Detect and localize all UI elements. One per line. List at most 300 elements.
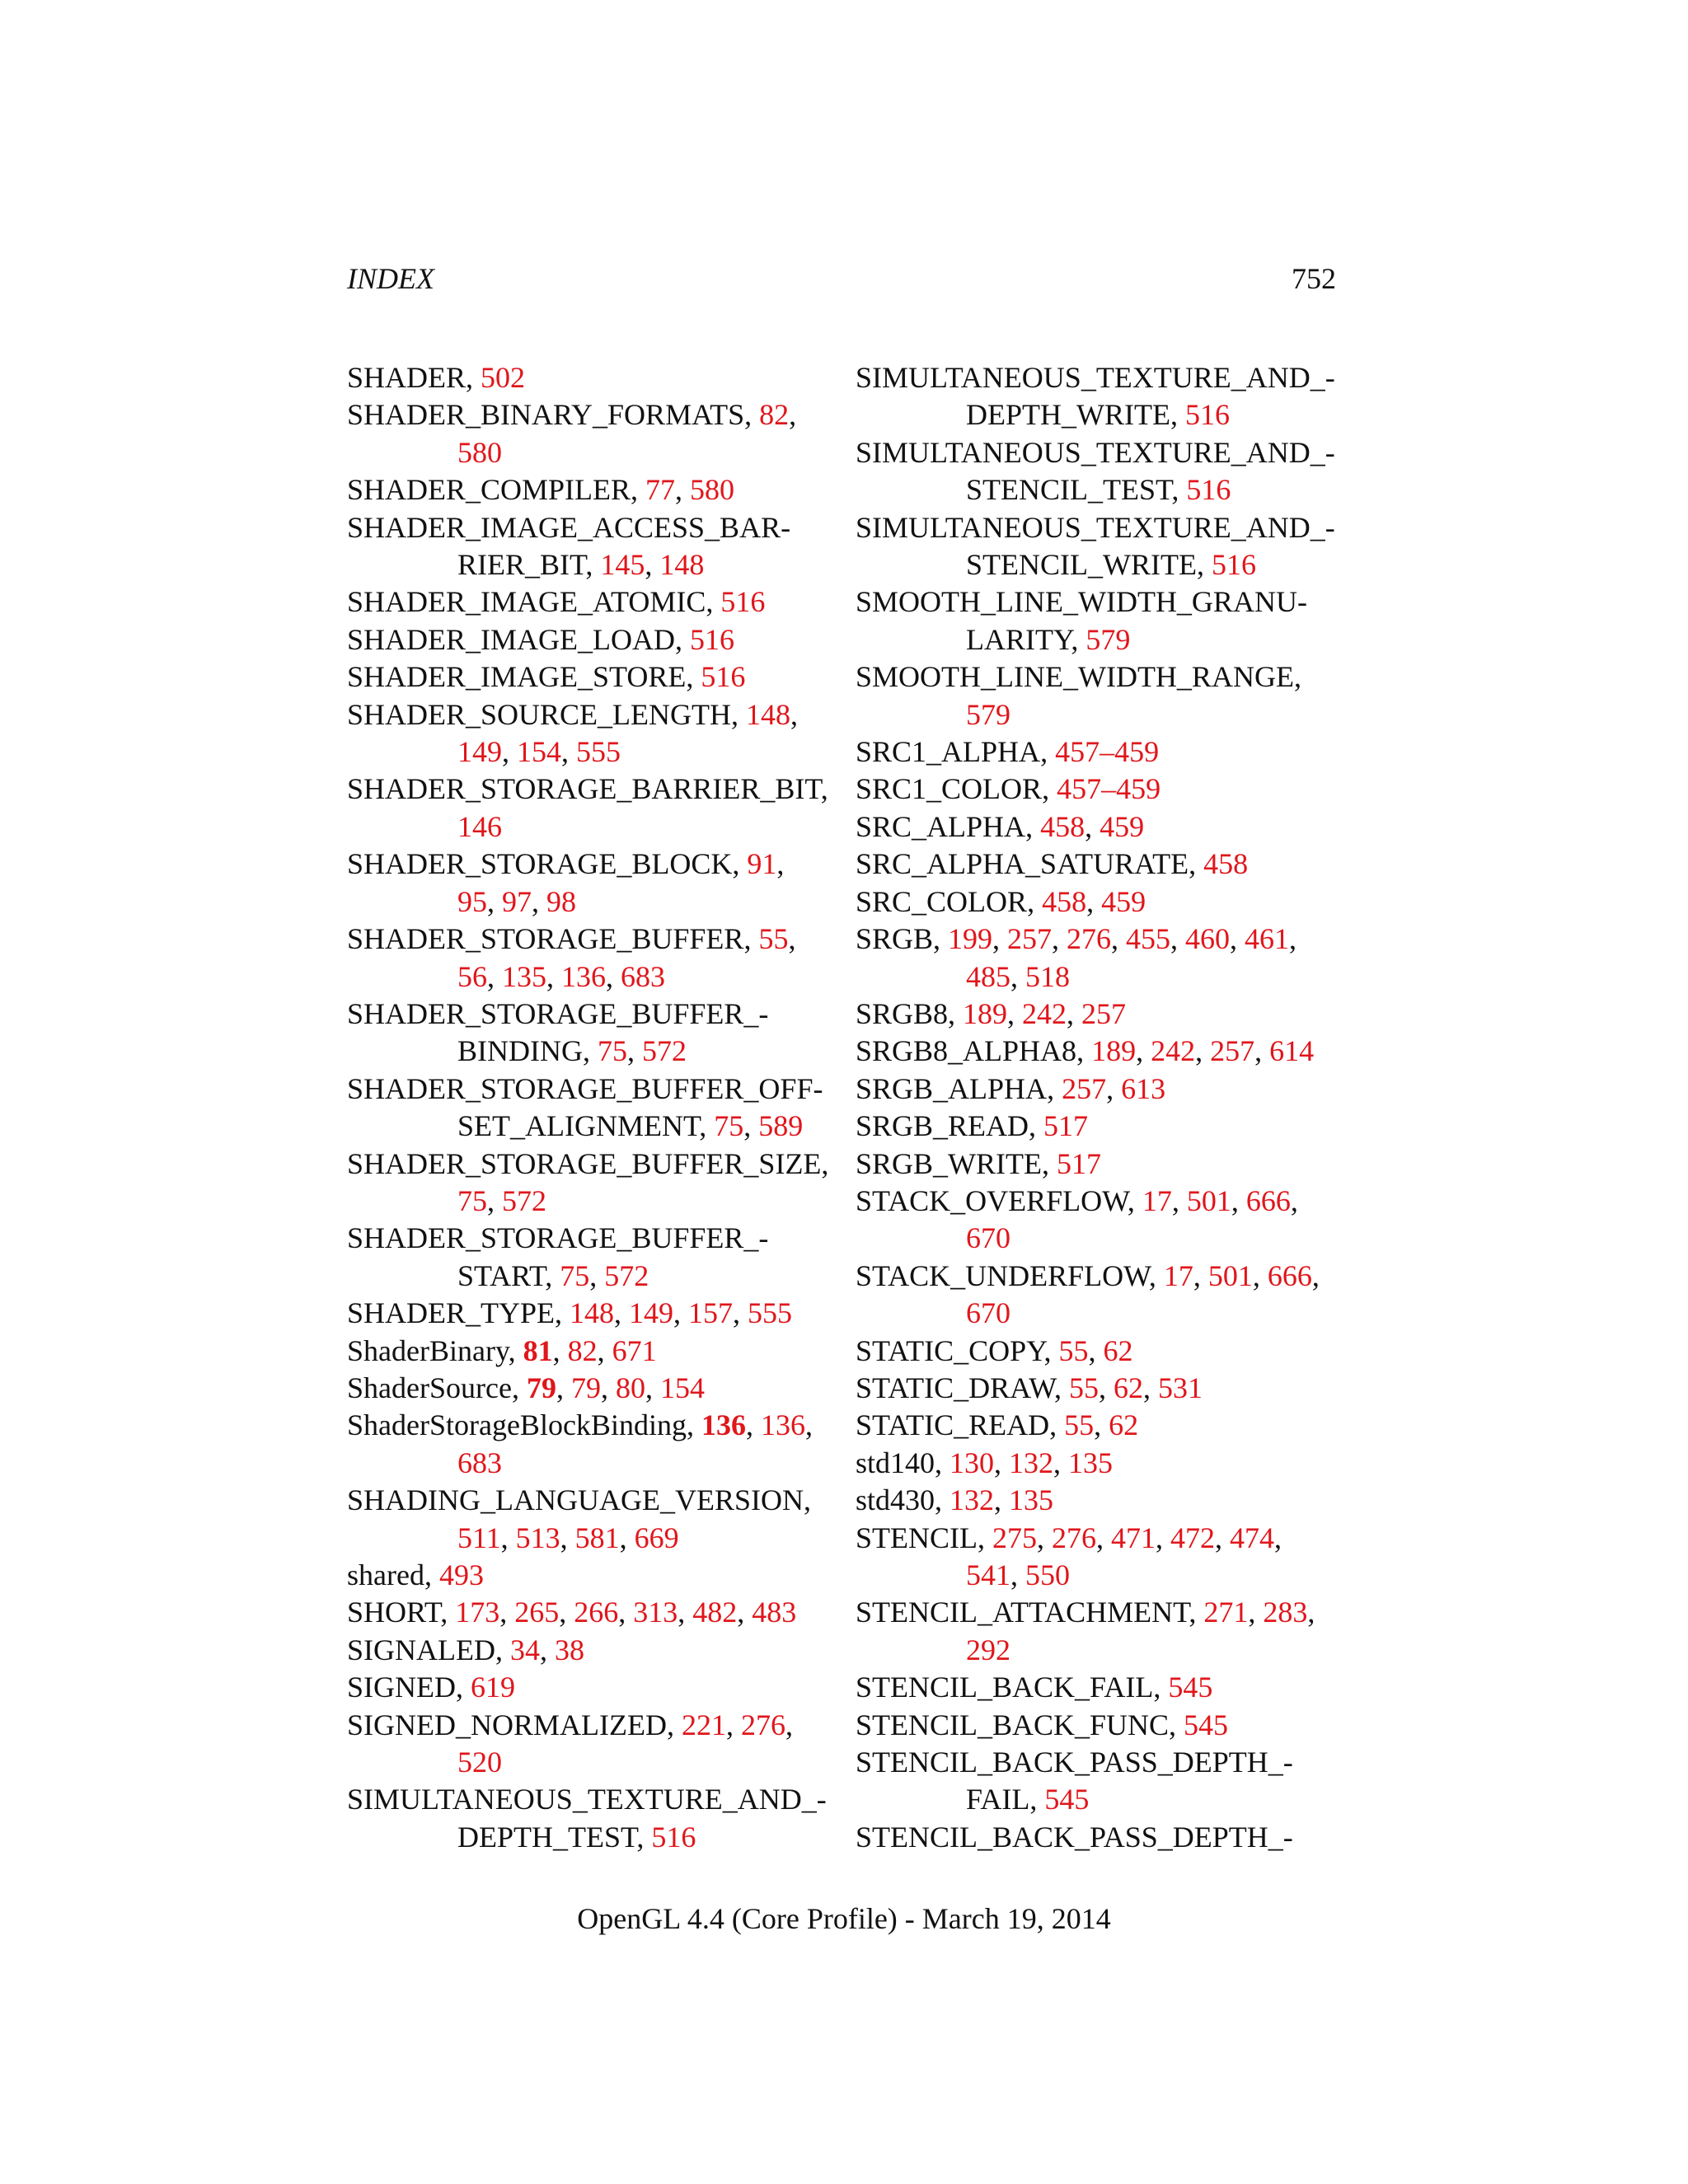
page-link[interactable]: 516 xyxy=(1211,548,1256,582)
page-link[interactable]: 17 xyxy=(1142,1183,1172,1217)
separator: , xyxy=(1098,1371,1114,1404)
index-entry xyxy=(347,1407,827,1482)
separator: , xyxy=(1053,1371,1069,1404)
separator: , xyxy=(731,697,747,731)
page-link[interactable]: 516 xyxy=(701,660,746,694)
separator: , xyxy=(546,959,561,993)
page-link[interactable]: 75 xyxy=(560,1258,590,1292)
separator: , xyxy=(645,1371,660,1404)
page-link[interactable]: 292 xyxy=(966,1633,1010,1666)
index-entry xyxy=(347,696,827,771)
index-term: ShaderStorageBlockBinding xyxy=(347,1408,687,1442)
separator: , xyxy=(424,1558,439,1591)
page-link[interactable]: 75 xyxy=(457,1183,487,1217)
page-link[interactable]: 135 xyxy=(1068,1446,1114,1479)
index-entry xyxy=(347,1707,827,1782)
separator: , xyxy=(1086,884,1102,918)
separator: , xyxy=(1307,1596,1315,1629)
separator: , xyxy=(1029,1109,1044,1143)
index-term: SRC1_COLOR xyxy=(856,772,1043,806)
page-link[interactable]: 474 xyxy=(1230,1521,1274,1554)
page-link[interactable]: 257 xyxy=(1081,996,1127,1030)
page-number: 752 xyxy=(1292,262,1336,295)
page-link[interactable]: 555 xyxy=(748,1296,793,1330)
separator: , xyxy=(600,1371,616,1404)
index-entry xyxy=(347,1370,827,1407)
separator: , xyxy=(1106,1071,1122,1105)
index-entry xyxy=(347,1632,827,1669)
index-entry xyxy=(856,921,1339,996)
page-link[interactable]: 276 xyxy=(740,1708,785,1741)
index-entry xyxy=(347,1333,827,1370)
separator: , xyxy=(1171,1183,1187,1217)
separator: , xyxy=(1049,1408,1065,1442)
page-link[interactable]: 62 xyxy=(1113,1371,1143,1404)
page-link[interactable]: 91 xyxy=(747,847,777,881)
index-entry xyxy=(856,434,1339,509)
index-entry xyxy=(347,1071,827,1146)
index-entry xyxy=(347,621,827,658)
page-link[interactable]: 257 xyxy=(1210,1034,1255,1068)
separator: , xyxy=(785,1708,793,1741)
separator: , xyxy=(1029,1783,1045,1816)
page-link[interactable]: 517 xyxy=(1057,1146,1102,1180)
index-term: SHORT xyxy=(347,1596,441,1629)
page-link[interactable]: 531 xyxy=(1157,1371,1203,1404)
index-term: SRC_ALPHA xyxy=(856,809,1026,843)
page-link[interactable]: 221 xyxy=(681,1708,726,1741)
index-entry xyxy=(347,471,827,509)
page-link[interactable]: 483 xyxy=(752,1596,797,1629)
page-link[interactable]: 670 xyxy=(966,1296,1010,1330)
separator: , xyxy=(487,1183,502,1217)
separator: , xyxy=(1289,922,1297,956)
page-link[interactable]: 136 xyxy=(561,959,606,993)
index-entry xyxy=(347,359,827,396)
page-link[interactable]: 455 xyxy=(1126,922,1171,956)
index-entry xyxy=(347,396,827,471)
separator: , xyxy=(675,622,690,656)
index-term: SIMULTANEOUS_TEXTURE_AND_-STENCIL_TEST xyxy=(856,435,1335,507)
page-link[interactable]: 545 xyxy=(1184,1708,1229,1741)
index-term: SHADER_STORAGE_BUFFER_OFF-SET_ALIGNMENT xyxy=(347,1071,823,1143)
separator: , xyxy=(561,735,576,769)
separator: , xyxy=(645,548,660,582)
page-link[interactable]: 79 xyxy=(526,1371,556,1404)
separator: , xyxy=(511,1371,527,1404)
page-link[interactable]: 502 xyxy=(481,361,526,394)
page-link[interactable]: 149 xyxy=(629,1296,674,1330)
page-link[interactable]: 75 xyxy=(597,1034,627,1068)
separator: , xyxy=(487,959,502,993)
page-link[interactable]: 257 xyxy=(1007,922,1053,956)
page-link[interactable]: 545 xyxy=(1044,1783,1090,1816)
index-term: shared xyxy=(347,1558,424,1591)
index-term: SRGB xyxy=(856,922,934,956)
page-link[interactable]: 82 xyxy=(567,1333,598,1367)
page-link[interactable]: 572 xyxy=(502,1183,546,1217)
page-link[interactable]: 459 xyxy=(1101,884,1146,918)
separator: , xyxy=(1042,1146,1057,1180)
page-link[interactable]: 520 xyxy=(457,1746,502,1779)
separator: , xyxy=(456,1671,471,1704)
page-link[interactable]: 95 xyxy=(457,884,487,918)
index-entry xyxy=(347,771,827,846)
page-link[interactable]: 82 xyxy=(759,398,790,432)
index-entry xyxy=(347,921,827,996)
page-link[interactable]: 614 xyxy=(1269,1034,1315,1068)
page-link[interactable]: 458 xyxy=(1040,809,1085,843)
index-term: SRGB_READ xyxy=(856,1109,1029,1143)
page-link[interactable]: 34 xyxy=(509,1633,540,1666)
index-term: SRGB_ALPHA xyxy=(856,1071,1048,1105)
index-entry xyxy=(856,808,1339,846)
separator: , xyxy=(1215,1521,1230,1554)
separator: , xyxy=(495,1633,510,1666)
index-entry xyxy=(347,996,827,1071)
index-entry xyxy=(347,658,827,696)
separator: , xyxy=(789,398,797,432)
page-link[interactable]: 55 xyxy=(1058,1333,1089,1367)
page-link[interactable]: 550 xyxy=(1025,1558,1070,1591)
page-link[interactable]: 683 xyxy=(621,959,665,993)
index-term: STACK_OVERFLOW xyxy=(856,1183,1128,1217)
page-link[interactable]: 148 xyxy=(570,1296,615,1330)
separator: , xyxy=(994,1446,1010,1479)
page-link[interactable]: 513 xyxy=(515,1521,560,1554)
index-term: STATIC_READ xyxy=(856,1408,1050,1442)
separator: , xyxy=(994,1483,1010,1517)
page-link[interactable]: 461 xyxy=(1245,922,1290,956)
page-link[interactable]: 97 xyxy=(502,884,532,918)
page-link[interactable]: 580 xyxy=(457,435,502,469)
page-link[interactable]: 579 xyxy=(966,697,1010,731)
index-entry xyxy=(856,1183,1339,1258)
separator: , xyxy=(508,1333,523,1367)
page-link[interactable]: 62 xyxy=(1103,1333,1133,1367)
separator: , xyxy=(1136,1034,1151,1068)
index-entry xyxy=(856,1108,1339,1145)
separator: , xyxy=(1040,735,1056,769)
separator: , xyxy=(1195,1034,1211,1068)
page-link[interactable]: 516 xyxy=(651,1820,696,1854)
index-entry xyxy=(347,1146,827,1221)
index-entry xyxy=(856,1594,1339,1669)
index-entry xyxy=(856,1445,1339,1482)
page-link[interactable]: 199 xyxy=(948,922,993,956)
separator: , xyxy=(1252,1258,1268,1292)
index-column-left xyxy=(347,359,827,1856)
page-link[interactable]: 38 xyxy=(554,1633,584,1666)
running-header-section: INDEX xyxy=(347,262,434,295)
page-link[interactable]: 670 xyxy=(966,1221,1010,1255)
page-link[interactable]: 485 xyxy=(966,959,1010,993)
separator: , xyxy=(1025,809,1041,843)
separator: , xyxy=(1088,1333,1104,1367)
index-entry xyxy=(856,1520,1339,1595)
page-link[interactable]: 148 xyxy=(659,548,705,582)
index-term: STATIC_DRAW xyxy=(856,1371,1054,1404)
separator: , xyxy=(673,1296,689,1330)
index-term: SHADER_STORAGE_BUFFER_SIZE xyxy=(347,1146,822,1180)
page-link[interactable]: 518 xyxy=(1025,959,1070,993)
separator: , xyxy=(559,1596,574,1629)
index-term: SRGB_WRITE xyxy=(856,1146,1043,1180)
index-term: SHADER_IMAGE_ACCESS_BAR-RIER_BIT xyxy=(347,510,791,582)
page-link[interactable]: 135 xyxy=(1009,1483,1054,1517)
separator: , xyxy=(1111,922,1127,956)
page-link[interactable]: 80 xyxy=(615,1371,645,1404)
separator: , xyxy=(1169,1708,1184,1741)
separator: , xyxy=(618,1596,634,1629)
index-term: SHADER_STORAGE_BLOCK xyxy=(347,847,733,881)
separator: , xyxy=(636,1820,652,1854)
page-link[interactable]: 458 xyxy=(1203,847,1249,881)
separator: , xyxy=(1290,1183,1298,1217)
separator: , xyxy=(499,1596,515,1629)
separator: , xyxy=(1231,1183,1246,1217)
separator: , xyxy=(1027,884,1043,918)
page-link[interactable]: 541 xyxy=(966,1558,1010,1591)
index-term: STACK_UNDERFLOW xyxy=(856,1258,1149,1292)
index-entry xyxy=(856,658,1339,733)
index-entry xyxy=(856,509,1339,584)
separator: , xyxy=(790,697,799,731)
index-column-right xyxy=(856,359,1339,1856)
index-term: SHADER_BINARY_FORMATS xyxy=(347,398,745,432)
index-term: SHADER_IMAGE_ATOMIC xyxy=(347,585,706,619)
index-term: SHADER xyxy=(347,361,467,394)
separator: , xyxy=(539,1633,555,1666)
page-link[interactable]: 545 xyxy=(1168,1671,1213,1704)
separator: , xyxy=(804,1408,813,1442)
index-term: SIMULTANEOUS_TEXTURE_AND_-STENCIL_WRITE xyxy=(856,510,1335,582)
separator: , xyxy=(440,1596,456,1629)
page-link[interactable]: 581 xyxy=(574,1521,620,1554)
separator: , xyxy=(500,1521,516,1554)
page-link[interactable]: 669 xyxy=(634,1521,679,1554)
page-link[interactable]: 572 xyxy=(641,1034,687,1068)
separator: , xyxy=(1010,959,1025,993)
page-link[interactable]: 459 xyxy=(1100,809,1145,843)
page-link[interactable]: 130 xyxy=(950,1446,995,1479)
separator: , xyxy=(1127,1183,1142,1217)
page-link[interactable]: 460 xyxy=(1185,922,1231,956)
separator: , xyxy=(1170,398,1185,432)
index-term: STATIC_COPY xyxy=(856,1333,1044,1367)
index-entry xyxy=(856,883,1339,921)
separator: , xyxy=(933,922,949,956)
index-entry xyxy=(856,1707,1339,1744)
index-term: SIMULTANEOUS_TEXTURE_AND_-DEPTH_WRITE xyxy=(856,361,1335,432)
separator: , xyxy=(725,1708,741,1741)
page-link[interactable]: 132 xyxy=(1009,1446,1054,1479)
index-entry xyxy=(347,1669,827,1706)
index-entry xyxy=(856,1370,1339,1407)
page-link[interactable]: 271 xyxy=(1203,1596,1249,1629)
page-link[interactable]: 154 xyxy=(517,735,561,769)
separator: , xyxy=(948,996,964,1030)
index-entry xyxy=(856,1071,1339,1108)
page-link[interactable]: 79 xyxy=(570,1371,601,1404)
page-link[interactable]: 579 xyxy=(1085,622,1131,656)
page-link[interactable]: 56 xyxy=(457,959,487,993)
separator: , xyxy=(732,847,748,881)
page-link[interactable]: 572 xyxy=(604,1258,649,1292)
separator: , xyxy=(631,473,646,507)
separator: , xyxy=(1096,1521,1111,1554)
separator: , xyxy=(743,922,759,956)
index-term: SIGNALED xyxy=(347,1633,495,1666)
page-link[interactable]: 501 xyxy=(1207,1258,1253,1292)
page-link[interactable]: 146 xyxy=(457,809,502,843)
page-link[interactable]: 136 xyxy=(760,1408,805,1442)
index-term: SIGNED xyxy=(347,1671,456,1704)
separator: , xyxy=(545,1258,560,1292)
index-entry xyxy=(856,733,1339,771)
page-link[interactable]: 173 xyxy=(455,1596,500,1629)
page-link[interactable]: 511 xyxy=(457,1521,501,1554)
index-entry xyxy=(347,1295,827,1332)
index-entry xyxy=(856,846,1339,883)
separator: , xyxy=(1007,996,1023,1030)
page-link[interactable]: 516 xyxy=(1186,473,1231,507)
separator: , xyxy=(1254,1034,1270,1068)
page-link[interactable]: 493 xyxy=(438,1558,484,1591)
page-link[interactable]: 75 xyxy=(714,1109,744,1143)
separator: , xyxy=(1248,1596,1264,1629)
page-link[interactable]: 154 xyxy=(659,1371,705,1404)
index-term: STENCIL_BACK_PASS_DEPTH_- xyxy=(856,1820,1293,1854)
page-link[interactable]: 555 xyxy=(576,735,621,769)
index-entry xyxy=(856,1669,1339,1706)
separator: , xyxy=(555,1296,570,1330)
index-term: STENCIL xyxy=(856,1521,978,1554)
index-entry xyxy=(347,509,827,584)
page-link[interactable]: 157 xyxy=(688,1296,734,1330)
index-entry xyxy=(347,1220,827,1295)
separator: , xyxy=(1067,996,1082,1030)
page-link[interactable]: 580 xyxy=(690,473,735,507)
page-link[interactable]: 457–459 xyxy=(1055,735,1160,769)
page-link[interactable]: 81 xyxy=(523,1333,553,1367)
separator: , xyxy=(1076,1034,1092,1068)
index-term: STENCIL_BACK_PASS_DEPTH_-FAIL xyxy=(856,1746,1293,1816)
page-link[interactable]: 257 xyxy=(1062,1071,1107,1105)
page-link[interactable]: 613 xyxy=(1121,1071,1166,1105)
page-link[interactable]: 276 xyxy=(1052,1521,1096,1554)
page-link[interactable]: 145 xyxy=(600,548,645,582)
page-link[interactable]: 516 xyxy=(1184,398,1230,432)
page-link[interactable]: 516 xyxy=(690,622,734,656)
separator: , xyxy=(744,398,760,432)
separator: , xyxy=(1071,622,1086,656)
page-link[interactable]: 135 xyxy=(502,959,546,993)
index-entry xyxy=(856,1744,1339,1819)
page-link[interactable]: 55 xyxy=(1064,1408,1095,1442)
separator: , xyxy=(466,361,481,394)
separator: , xyxy=(1047,1071,1062,1105)
separator: , xyxy=(737,1596,753,1629)
page-link[interactable]: 671 xyxy=(612,1333,657,1367)
index-entry xyxy=(856,996,1339,1033)
page-link[interactable]: 149 xyxy=(457,735,502,769)
page-link[interactable]: 666 xyxy=(1267,1258,1312,1292)
page-link[interactable]: 313 xyxy=(633,1596,678,1629)
separator: , xyxy=(487,884,502,918)
separator: , xyxy=(1153,1671,1169,1704)
separator: , xyxy=(1274,1521,1282,1554)
page-link[interactable]: 98 xyxy=(546,884,576,918)
page-link[interactable]: 55 xyxy=(758,922,789,956)
page-link[interactable]: 683 xyxy=(457,1446,502,1479)
index-term: SHADER_STORAGE_BUFFER xyxy=(347,922,744,956)
page-link[interactable]: 62 xyxy=(1109,1408,1139,1442)
page-link[interactable]: 275 xyxy=(992,1521,1037,1554)
page-link[interactable]: 517 xyxy=(1043,1109,1089,1143)
page-link[interactable]: 472 xyxy=(1170,1521,1215,1554)
page-link[interactable]: 242 xyxy=(1022,996,1067,1030)
page-link[interactable]: 619 xyxy=(471,1671,515,1704)
page-link[interactable]: 136 xyxy=(701,1408,746,1442)
page-link[interactable]: 283 xyxy=(1263,1596,1308,1629)
index-term: STENCIL_ATTACHMENT xyxy=(856,1596,1189,1629)
separator: , xyxy=(935,1483,950,1517)
page-link[interactable]: 666 xyxy=(1245,1183,1291,1217)
separator: , xyxy=(978,1521,992,1554)
separator: , xyxy=(556,1371,571,1404)
separator: , xyxy=(733,1296,748,1330)
separator: , xyxy=(1085,809,1100,843)
separator: , xyxy=(666,1708,682,1741)
index-entry xyxy=(856,1146,1339,1183)
separator: , xyxy=(1171,473,1187,507)
separator: , xyxy=(560,1521,575,1554)
page-link[interactable]: 276 xyxy=(1067,922,1112,956)
separator: , xyxy=(1010,1558,1025,1591)
page-link[interactable]: 458 xyxy=(1042,884,1087,918)
index-entry xyxy=(856,1407,1339,1444)
index-entry xyxy=(347,1482,827,1557)
separator: , xyxy=(1189,1596,1204,1629)
page-link[interactable]: 17 xyxy=(1163,1258,1193,1292)
page-link[interactable]: 242 xyxy=(1151,1034,1196,1068)
page-link[interactable]: 55 xyxy=(1068,1371,1099,1404)
index-term: SHADER_TYPE xyxy=(347,1296,556,1330)
page-link[interactable]: 132 xyxy=(950,1483,995,1517)
page-link[interactable]: 501 xyxy=(1186,1183,1231,1217)
index-term: SHADER_STORAGE_BUFFER_-BINDING xyxy=(347,996,769,1068)
index-term: SHADER_IMAGE_LOAD xyxy=(347,622,675,656)
separator: , xyxy=(606,959,621,993)
page-link[interactable]: 189 xyxy=(1091,1034,1137,1068)
page-link[interactable]: 482 xyxy=(692,1596,738,1629)
page-link[interactable]: 77 xyxy=(645,473,676,507)
page-link[interactable]: 516 xyxy=(720,585,766,619)
page-link[interactable]: 589 xyxy=(758,1109,804,1143)
page-link[interactable]: 471 xyxy=(1111,1521,1156,1554)
separator: , xyxy=(803,1483,811,1517)
page-link[interactable]: 148 xyxy=(746,697,791,731)
index-term: ShaderSource xyxy=(347,1371,512,1404)
page-link[interactable]: 457–459 xyxy=(1057,772,1161,806)
page-link[interactable]: 265 xyxy=(514,1596,560,1629)
page-link[interactable]: 266 xyxy=(574,1596,619,1629)
separator: , xyxy=(1293,660,1301,694)
page-link[interactable]: 189 xyxy=(963,996,1008,1030)
index-term: SHADER_COMPILER xyxy=(347,473,631,507)
separator: , xyxy=(1148,1258,1164,1292)
